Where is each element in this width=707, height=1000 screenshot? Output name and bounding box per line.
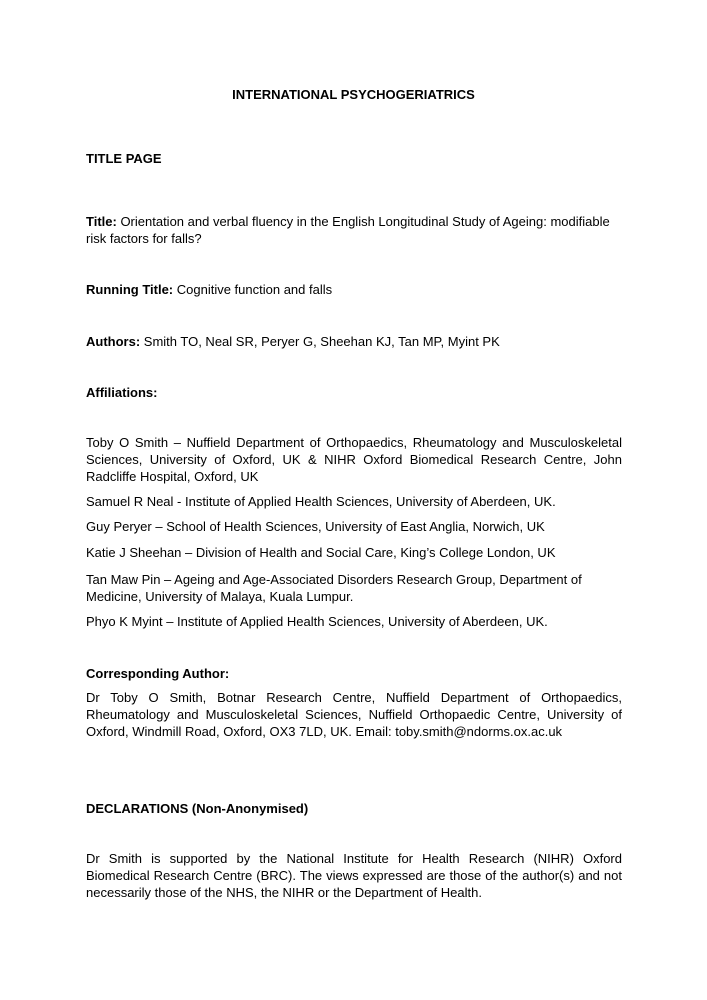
affiliations-heading: Affiliations: xyxy=(86,385,158,400)
title-text: Orientation and verbal fluency in the English Longitudinal Study of Ageing: modifiable risk factors for falls? xyxy=(86,214,610,246)
running-title-text: Cognitive function and falls xyxy=(173,282,333,297)
declarations-text: Dr Smith is supported by the National Institute for Health Research (NIHR) Oxford Biomedical Research Centre (BRC). The views expressed are those of the author(s) and not necessarily those of the NHS, the NIHR or the Department of Health. xyxy=(86,851,622,900)
affiliation-item: Samuel R Neal - Institute of Applied Health Sciences, University of Aberdeen, UK. xyxy=(86,494,556,509)
title-label: Title: xyxy=(86,214,117,229)
authors-label: Authors: xyxy=(86,334,141,349)
affiliation-item: Toby O Smith – Nuffield Department of Orthopaedics, Rheumatology and Musculoskeletal Sciences, University of Oxford, UK & NIHR Oxford Biomedical Research Centre, John Radcliffe Hospital, Oxford, UK xyxy=(86,435,622,484)
running-title-label: Running Title: xyxy=(86,282,174,297)
corresponding-author-heading: Corresponding Author: xyxy=(86,666,230,681)
corresponding-author-text: Dr Toby O Smith, Botnar Research Centre, Nuffield Department of Orthopaedics, Rheumatology and Musculoskeletal Sciences, Nuffield Orthopaedic Centre, University of Oxford, Windmill Road, Oxford, OX3 7LD, UK. Email: toby.smith@ndorms.ox.ac.uk xyxy=(86,690,622,739)
declarations-heading: DECLARATIONS (Non-Anonymised) xyxy=(86,801,309,816)
authors-text: Smith TO, Neal SR, Peryer G, Sheehan KJ, Tan MP, Myint PK xyxy=(140,334,500,349)
title-line xyxy=(86,213,622,247)
affiliation-item: Tan Maw Pin – Ageing and Age-Associated Disorders Research Group, Department of Medicine, University of Malaya, Kuala Lumpur. xyxy=(86,572,582,604)
affiliation-item: Phyo K Myint – Institute of Applied Health Sciences, University of Aberdeen, UK. xyxy=(86,614,548,629)
affiliation-item: Guy Peryer – School of Health Sciences, University of East Anglia, Norwich, UK xyxy=(86,519,545,534)
affiliation-item: Katie J Sheehan – Division of Health and Social Care, King’s College London, UK xyxy=(86,545,556,560)
authors-line xyxy=(86,333,622,350)
journal-name: INTERNATIONAL PSYCHOGERIATRICS xyxy=(232,87,475,102)
section-heading-title-page: TITLE PAGE xyxy=(86,151,162,166)
running-title-line xyxy=(86,281,622,298)
